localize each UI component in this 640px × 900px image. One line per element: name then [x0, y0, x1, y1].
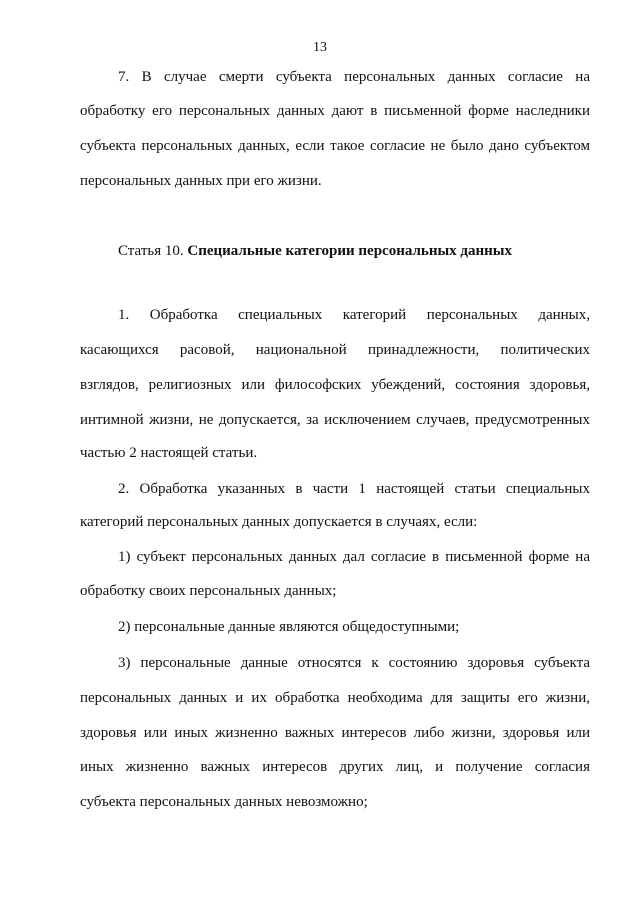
paragraph-line: иных жизненно важных интересов других лиц, и получение согласия: [80, 759, 590, 775]
paragraph-line: касающихся расовой, национальной принадлежности, политических: [80, 342, 590, 358]
page-number: 13: [313, 40, 327, 55]
paragraph-line: персональных данных и их обработка необходима для защиты его жизни,: [80, 690, 590, 706]
paragraph-line: частью 2 настоящей статьи.: [80, 445, 258, 461]
paragraph-line: категорий персональных данных допускается в случаях, если:: [80, 514, 478, 530]
paragraph-line: субъекта персональных данных, если такое согласие не было дано субъектом: [80, 138, 590, 154]
article-heading: [118, 241, 598, 261]
paragraph-line: 2. Обработка указанных в части 1 настоящей статьи специальных: [118, 481, 590, 497]
paragraph-line: 2) персональные данные являются общедоступными;: [118, 619, 460, 635]
article-title: Специальные категории персональных данных: [187, 243, 513, 259]
paragraph-line: субъекта персональных данных невозможно;: [80, 794, 368, 810]
paragraph-line: здоровья или иных жизненно важных интересов либо жизни, здоровья или: [80, 725, 590, 741]
paragraph-line: 3) персональные данные относятся к состоянию здоровья субъекта: [118, 655, 590, 671]
paragraph-line: обработку своих персональных данных;: [80, 583, 337, 599]
paragraph-line: интимной жизни, не допускается, за исключением случаев, предусмотренных: [80, 412, 590, 428]
paragraph-line: взглядов, религиозных или философских убеждений, состояния здоровья,: [80, 377, 590, 393]
paragraph-line: персональных данных при его жизни.: [80, 173, 322, 189]
paragraph-line: обработку его персональных данных дают в письменной форме наследники: [80, 103, 590, 119]
paragraph-line: 1. Обработка специальных категорий персональных данных,: [118, 307, 590, 323]
paragraph-line: 1) субъект персональных данных дал согласие в письменной форме на: [118, 549, 590, 565]
article-prefix: Статья 10.: [118, 243, 188, 259]
paragraph-line: 7. В случае смерти субъекта персональных данных согласие на: [118, 69, 590, 85]
